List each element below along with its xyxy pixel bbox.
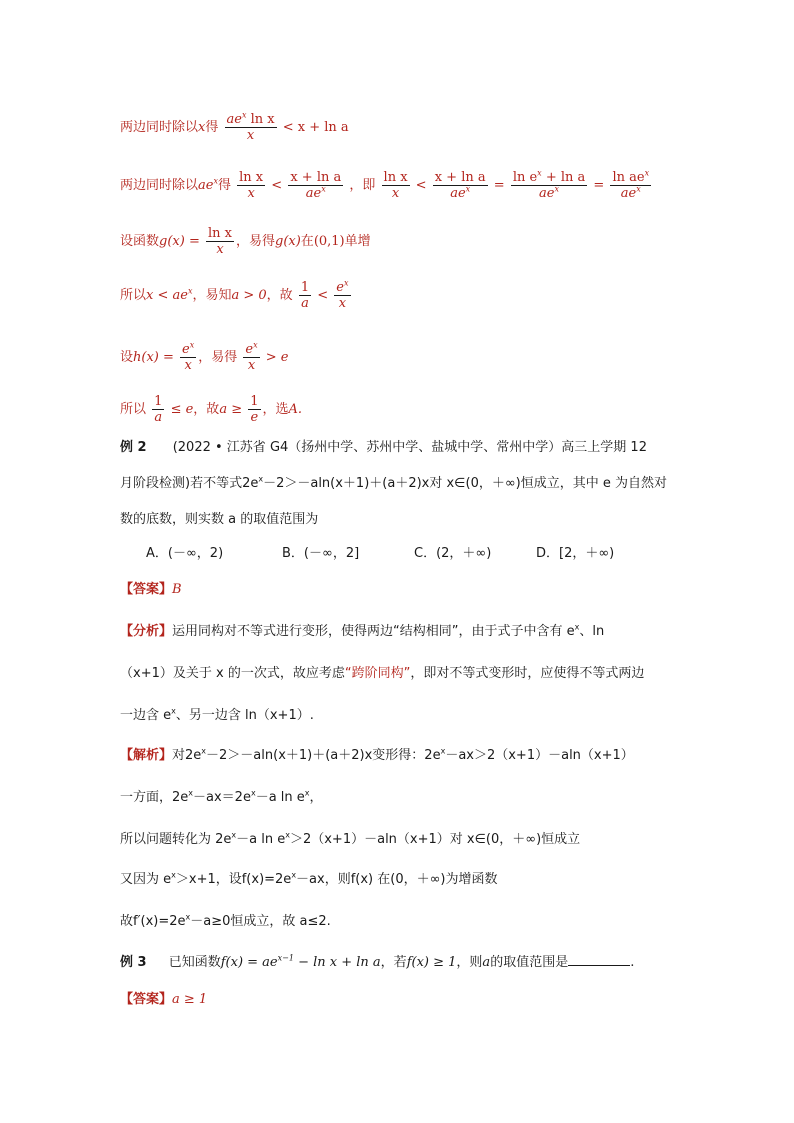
analysis-line3: 一边含 $e^x$、另一边含 ln（x+1）. — [120, 706, 314, 723]
step6-frac2: $\frac{1}{e}$ — [250, 394, 259, 425]
example2-line1: 例 2 (2022 • 江苏省 G4（扬州中学、苏州中学、盐城中学、常州中学）高三上学期 12 — [120, 440, 647, 455]
step1-pre: 两边同时除以 — [120, 120, 199, 135]
step2-frac5: $\frac{\ln e^x + \ln a}{ae^x}$ — [512, 168, 586, 201]
step5-frac2: $\frac{e^x}{x}$ — [245, 340, 258, 373]
step2-frac3: $\frac{\text{ln x}}{x}$ — [383, 170, 408, 201]
answer-blank — [568, 953, 630, 966]
step2-frac4: $\frac{\text{x + ln a}}{ae^x}$ — [434, 170, 486, 201]
option-a: A．(－∞，2) — [146, 546, 224, 561]
solution-line1: 【解析】对$2e^x-2>-aln(x+1)+(a+2)x$变形得：$2e^x-ax>2(x+1)-aln(x+1)$ — [120, 746, 634, 763]
step1-fraction: $\frac{ae^x \ln x}{x}$ — [226, 110, 275, 143]
example2-line3: 数的底数，则实数 a 的取值范围为 — [120, 512, 319, 527]
step1-tail: < x + ln a — [278, 120, 349, 135]
solution-line3: 所以问题转化为 $2e^x-a$ $\ln e^x>2(x+1)-aln(x+1)$对 x∈(0，＋∞)恒成立 — [120, 830, 581, 847]
answer3-label: 【答案】 — [120, 992, 173, 1007]
option-d: D．[2，＋∞) — [536, 546, 615, 561]
step2-frac2: $\frac{\text{x + ln a}}{ae^x}$ — [290, 170, 342, 201]
step1-mid: 得 — [205, 120, 219, 135]
analysis-label: 【分析】 — [120, 624, 173, 639]
example2-label: 例 2 — [120, 440, 147, 455]
example3-line: 例 3 已知函数$f(x) = ae^{x-1} - \ln x + \ln a$，若f(x) ≥ 1，则a的取值范围是 . — [120, 953, 635, 970]
step3-line: 设函数g(x) = $\frac{\text{ln x}}{x}$ ，易得g(x)在(0,1)单增 — [120, 226, 371, 257]
solution-line4: 又因为 $e^x>x+1$，设$f(x)=2e^x-ax$，则f(x) 在(0，＋∞)为增函数 — [120, 870, 498, 887]
analysis-highlight: “跨阶同构” — [344, 666, 411, 681]
step2-frac1: $\frac{\text{ln x}}{x}$ — [239, 170, 264, 201]
answer2-line — [120, 578, 182, 597]
step2-frac6: $\frac{\ln ae^x}{ae^x}$ — [612, 168, 650, 201]
solution-line2: 一方面，$2e^x-ax=2e^x-a$ $\ln e^x$， — [120, 788, 323, 805]
step6-line: 所以 $\frac{1}{a}$ ≤ e，故a ≥ $\frac{1}{e}$ ，选A. — [120, 394, 303, 425]
example2-options — [146, 542, 614, 561]
solution-label: 【解析】 — [120, 748, 173, 763]
analysis-line2: （x+1）及关于 x 的一次式，故应考虑“跨阶同构”，即对不等式变形时，应使得不等式两边 — [120, 666, 645, 681]
step4-frac2: $\frac{e^x}{x}$ — [336, 278, 349, 311]
step5-line: 设h(x) = $\frac{e^x}{x}$ ，易得 $\frac{e^x}{x}$ > e — [120, 340, 289, 373]
example2-line2: 月阶段检测)若不等式$2e^x-2>-aln(x+1)+(a+2)x$对 x∈(0，＋∞)恒成立，其中 e 为自然对 — [120, 474, 668, 491]
step6-frac1: $\frac{1}{a}$ — [154, 394, 163, 425]
answer2-label: 【答案】 — [120, 582, 173, 597]
solution-line5: 故$f'(x)=2e^x-a\ge 0$恒成立，故 a≤2. — [120, 912, 331, 929]
option-c: C．(2，＋∞) — [414, 546, 492, 561]
answer3-line — [120, 988, 207, 1007]
step4-frac1: $\frac{1}{a}$ — [300, 280, 310, 311]
step1-var: x — [198, 120, 206, 135]
step3-frac: $\frac{\text{ln x}}{x}$ — [207, 226, 232, 257]
analysis-line1: 【分析】运用同构对不等式进行变形，使得两边“结构相同”，由于式子中含有 $e^x$、ln — [120, 622, 605, 639]
step4-line: 所以$x < ae^x$，易知a > 0，故 $\frac{1}{a}$ < $\frac{e^x}{x}$ — [120, 278, 349, 311]
step5-frac1: $\frac{e^x}{x}$ — [182, 340, 195, 373]
step2-line: 两边同时除以$ae^x$得 $\frac{\text{ln x}}{x}$ < $\frac{\text{x + ln a}}{ae^x}$ ，即 $\frac{\text{ln x}}{x}$ < $\frac{\text{x + ln a}}{ae^x}$ = $\frac{\ln e^x + \ln a}{ae^x}$ = $\frac{\ln ae^x}{ae^x}$ — [120, 168, 650, 201]
step2-pre: 两边同时除以 — [120, 178, 199, 193]
step1-line — [120, 112, 349, 143]
option-b: B．(－∞，2] — [282, 546, 360, 561]
answer3-value: a ≥ 1 — [172, 992, 208, 1007]
answer2-value: B — [172, 582, 182, 597]
example3-label: 例 3 — [120, 955, 147, 970]
